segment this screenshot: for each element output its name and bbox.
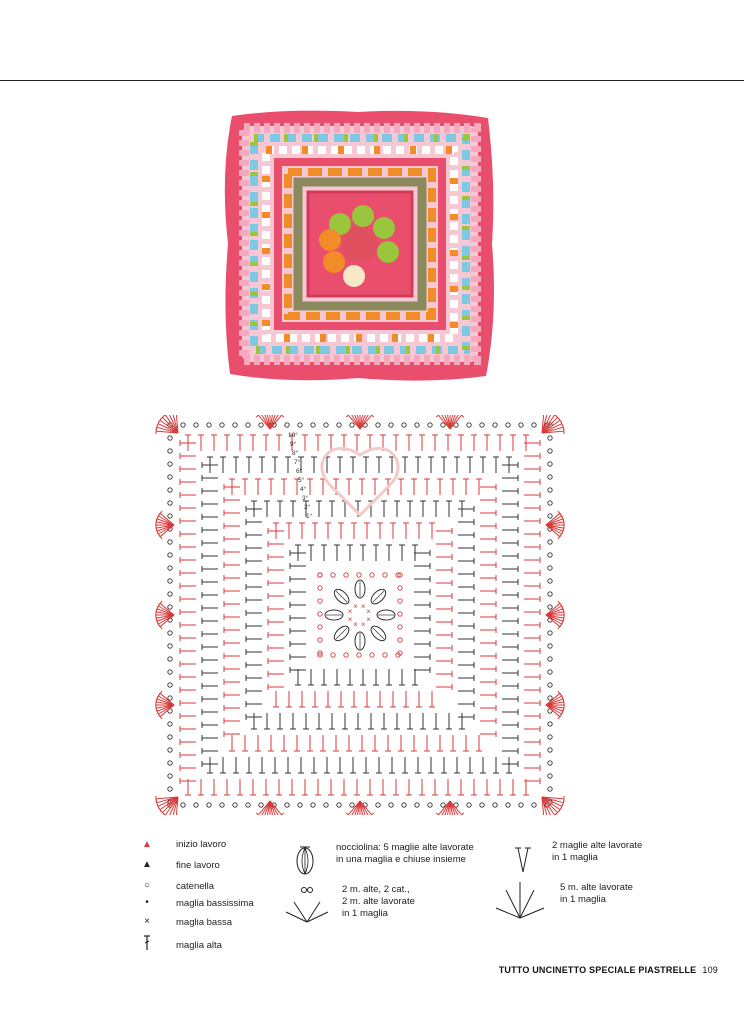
- legend-bassa: maglia bassa: [176, 917, 232, 928]
- single-crochet-icon: ×: [144, 916, 150, 927]
- legend-cluster: 2 m. alte, 2 cat., 2 m. alte lavorate in 1 maglia: [342, 884, 415, 919]
- legend-five-treble: 5 m. alte lavorate in 1 maglia: [560, 882, 633, 905]
- round-label: 7°: [294, 459, 301, 466]
- five-treble-icon: [492, 878, 548, 924]
- crochet-square-photo: [218, 104, 500, 386]
- svg-text:×: ×: [353, 601, 358, 611]
- start-arrow-icon: ▲: [142, 839, 152, 850]
- top-rule: [0, 80, 744, 81]
- svg-text:×: ×: [360, 620, 366, 630]
- end-arrow-icon: ▲: [142, 859, 152, 870]
- svg-text:×: ×: [347, 614, 353, 624]
- round-label: 5°: [298, 477, 305, 484]
- round-label: 4°: [300, 486, 307, 493]
- legend-catenella: catenella: [176, 881, 215, 892]
- legend-two-treble: 2 maglie alte lavorate in 1 maglia: [552, 840, 643, 863]
- round-label: 8°: [292, 450, 299, 457]
- legend-nocciolina: nocciolina: 5 maglie alte lavorate in una maglia e chiuse insieme: [336, 842, 474, 865]
- crochet-diagram: [150, 415, 570, 815]
- svg-text:×: ×: [353, 620, 358, 630]
- bobble-icon: [294, 844, 316, 882]
- svg-text:×: ×: [360, 601, 366, 611]
- two-treble-icon: [512, 844, 534, 878]
- legend-alta: maglia alta: [176, 940, 222, 951]
- treble-icon: [140, 935, 154, 949]
- legend: [0, 838, 744, 958]
- round-label: 6°: [296, 468, 303, 475]
- cluster-icon: [282, 884, 332, 928]
- legend-fine: fine lavoro: [176, 860, 220, 871]
- svg-text:×: ×: [366, 607, 371, 617]
- legend-bassissima: maglia bassissima: [176, 898, 254, 909]
- page-number: 109: [702, 965, 718, 975]
- slip-stitch-icon: •: [145, 897, 149, 908]
- chain-icon: ○: [143, 880, 151, 891]
- round-label: 2°: [304, 504, 311, 511]
- svg-text:×: ×: [366, 614, 371, 624]
- round-label: 3°: [302, 495, 309, 502]
- page-footer: [499, 965, 718, 975]
- legend-inizio: inizio lavoro: [176, 839, 227, 850]
- round-label: 1°: [306, 513, 313, 520]
- round-label: 9°: [290, 441, 297, 448]
- round-label: 10°: [288, 432, 298, 439]
- svg-text:×: ×: [347, 607, 353, 617]
- footer-title: TUTTO UNCINETTO SPECIALE PIASTRELLE: [498, 965, 697, 975]
